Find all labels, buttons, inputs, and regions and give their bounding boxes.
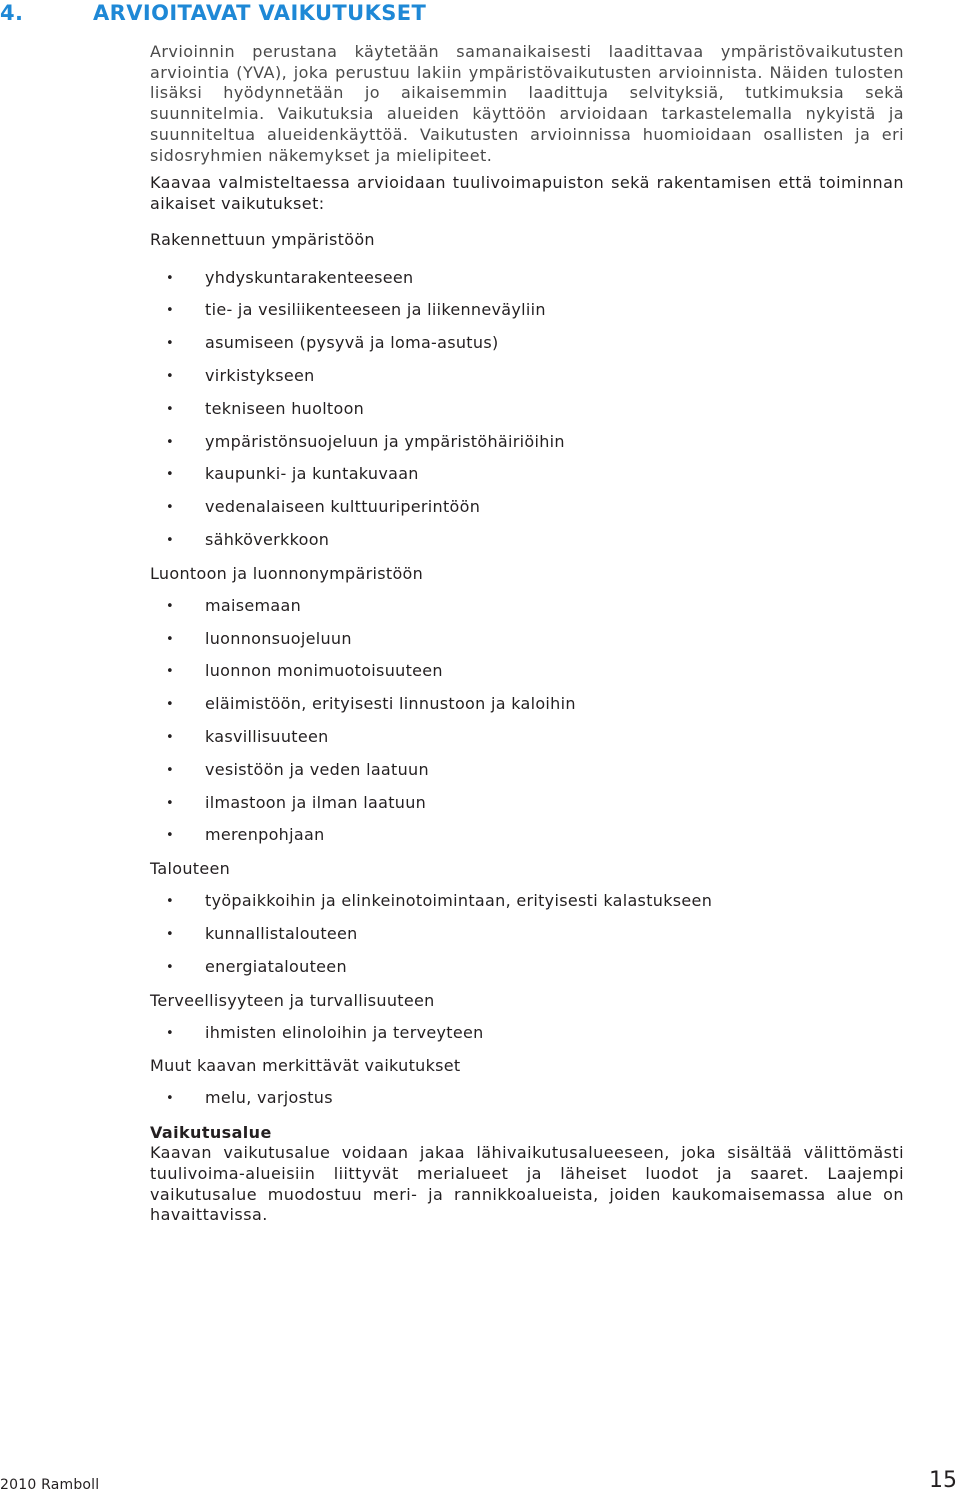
main-content <box>150 42 904 1226</box>
section-title: ARVIOITAVAT VAIKUTUKSET <box>93 1 427 25</box>
section-heading <box>0 0 426 26</box>
list-item-text: kunnallistalouteen <box>205 923 358 943</box>
list-item-text: vesistöön ja veden laatuun <box>205 759 429 779</box>
list-item <box>150 885 904 918</box>
list-item <box>150 655 904 688</box>
bullet-icon: • <box>166 336 174 352</box>
list-item <box>150 426 904 459</box>
impact-groups <box>150 229 904 1116</box>
list-item <box>150 918 904 951</box>
group-title: Luontoon ja luonnonympäristöön <box>150 563 424 583</box>
list-item <box>150 491 904 524</box>
list-item <box>150 294 904 327</box>
paragraph-intro: Kaavaa valmisteltaessa arvioidaan tuulivoimapuiston sekä rakentamisen että toiminnan aikaiset vaikutukset: <box>150 173 904 213</box>
group-title: Muut kaavan merkittävät vaikutukset <box>150 1056 461 1076</box>
bullet-icon: • <box>166 270 174 286</box>
bullet-icon: • <box>166 697 174 713</box>
bullet-icon: • <box>166 369 174 385</box>
bullet-icon: • <box>166 795 174 811</box>
bullet-list <box>150 1017 904 1050</box>
list-item <box>150 458 904 491</box>
list-item-text: kaupunki- ja kuntakuvaan <box>205 464 419 484</box>
bullet-icon: • <box>166 598 174 614</box>
list-item-text: ympäristönsuojeluun ja ympäristöhäiriöihin <box>205 431 565 451</box>
section-number: 4. <box>0 1 24 25</box>
list-item <box>150 754 904 787</box>
bullet-list <box>150 1082 904 1115</box>
list-item-text: ilmastoon ja ilman laatuun <box>205 792 427 812</box>
bullet-icon: • <box>166 664 174 680</box>
bullet-icon: • <box>166 434 174 450</box>
list-item <box>150 327 904 360</box>
bullet-icon: • <box>166 303 174 319</box>
list-item <box>150 721 904 754</box>
bullet-icon: • <box>166 500 174 516</box>
bullet-icon: • <box>166 729 174 745</box>
paragraph-basis-text: Arvioinnin perustana käytetään samanaikaisesti laadittavaa ympäristövaikutusten arviointia (YVA), joka perustuu lakiin ympäristövaikutusten arvioinnista. Näiden tulosten lisäksi hyödynnetään jo aikaisemmin laadittuja selvityksiä, tutkimuksia sekä suunnitelmia. <box>150 42 904 124</box>
footer-publisher: 2010 Ramboll <box>0 1477 100 1493</box>
list-item <box>150 623 904 656</box>
list-item <box>150 819 904 852</box>
bullet-icon: • <box>166 926 174 942</box>
paragraph-basis <box>150 42 904 166</box>
bullet-icon: • <box>166 533 174 548</box>
list-item-text: ihmisten elinoloihin ja terveyteen <box>205 1022 484 1042</box>
bullet-icon: • <box>166 828 174 844</box>
list-item <box>150 1082 904 1115</box>
list-item-text: luonnonsuojeluun <box>205 628 352 648</box>
group-title: Terveellisyyteen ja turvallisuuteen <box>150 990 435 1010</box>
list-item-text: sähköverkkoon <box>205 530 330 549</box>
paragraph-landuse-text: Vaikutuksia alueiden käyttöön arvioidaan tarkastelemalla nykyistä ja suunniteltua alueidenkäyttöä. Vaikutusten arvioinnissa huomioidaan osallisten ja eri sidosryhmien näkemykset ja mielipiteet. <box>150 104 905 165</box>
page-number: 15 <box>929 1468 957 1493</box>
bullet-icon: • <box>166 1025 174 1041</box>
bullet-icon: • <box>166 467 174 483</box>
list-item <box>150 262 904 295</box>
list-item <box>150 524 904 557</box>
list-item-text: tekniseen huoltoon <box>205 398 365 418</box>
bullet-icon: • <box>166 894 174 910</box>
bullet-icon: • <box>166 959 174 975</box>
bullet-icon: • <box>166 401 174 417</box>
list-item <box>150 590 904 623</box>
group-title: Rakennettuun ympäristöön <box>150 229 375 249</box>
list-item-text: kasvillisuuteen <box>205 726 329 746</box>
bullet-icon: • <box>166 762 174 778</box>
bullet-list <box>150 262 904 557</box>
bullet-icon: • <box>166 631 174 647</box>
list-item <box>150 951 904 984</box>
bullet-list <box>150 590 904 852</box>
list-item <box>150 1017 904 1050</box>
list-item-text: yhdyskuntarakenteeseen <box>205 267 414 287</box>
list-item-text: eläimistöön, erityisesti linnustoon ja kaloihin <box>205 694 576 714</box>
list-item-text: energiatalouteen <box>205 956 347 976</box>
list-item-text: asumiseen (pysyvä ja loma-asutus) <box>205 333 499 353</box>
list-item-text: tie- ja vesiliikenteeseen ja liikenneväyliin <box>205 300 546 320</box>
list-item-text: melu, varjostus <box>205 1088 333 1108</box>
list-item <box>150 787 904 820</box>
list-item-text: virkistykseen <box>205 366 315 386</box>
list-item-text: työpaikkoihin ja elinkeinotoimintaan, erityisesti kalastukseen <box>205 891 713 911</box>
list-item <box>150 688 904 721</box>
list-item-text: vedenalaiseen kulttuuriperintöön <box>205 497 481 517</box>
impact-area-text: Kaavan vaikutusalue voidaan jakaa lähivaikutusalueeseen, joka sisältää välittömästi tuulivoima-alueisiin liittyvät merialueet ja läheiset luodot ja saaret. Laajempi vaikutusalue muodostuu meri- ja rannikkoalueista, joiden kaukomaisemassa alue on havaittavissa. <box>150 1143 904 1225</box>
list-item <box>150 360 904 393</box>
list-item-text: maisemaan <box>205 595 302 615</box>
list-item-text: luonnon monimuotoisuuteen <box>205 661 443 681</box>
impact-area-heading: Vaikutusalue <box>150 1123 272 1143</box>
bullet-icon: • <box>166 1091 174 1107</box>
list-item-text: merenpohjaan <box>205 825 325 845</box>
bullet-list <box>150 885 904 983</box>
list-item <box>150 393 904 426</box>
group-title: Talouteen <box>150 859 231 879</box>
